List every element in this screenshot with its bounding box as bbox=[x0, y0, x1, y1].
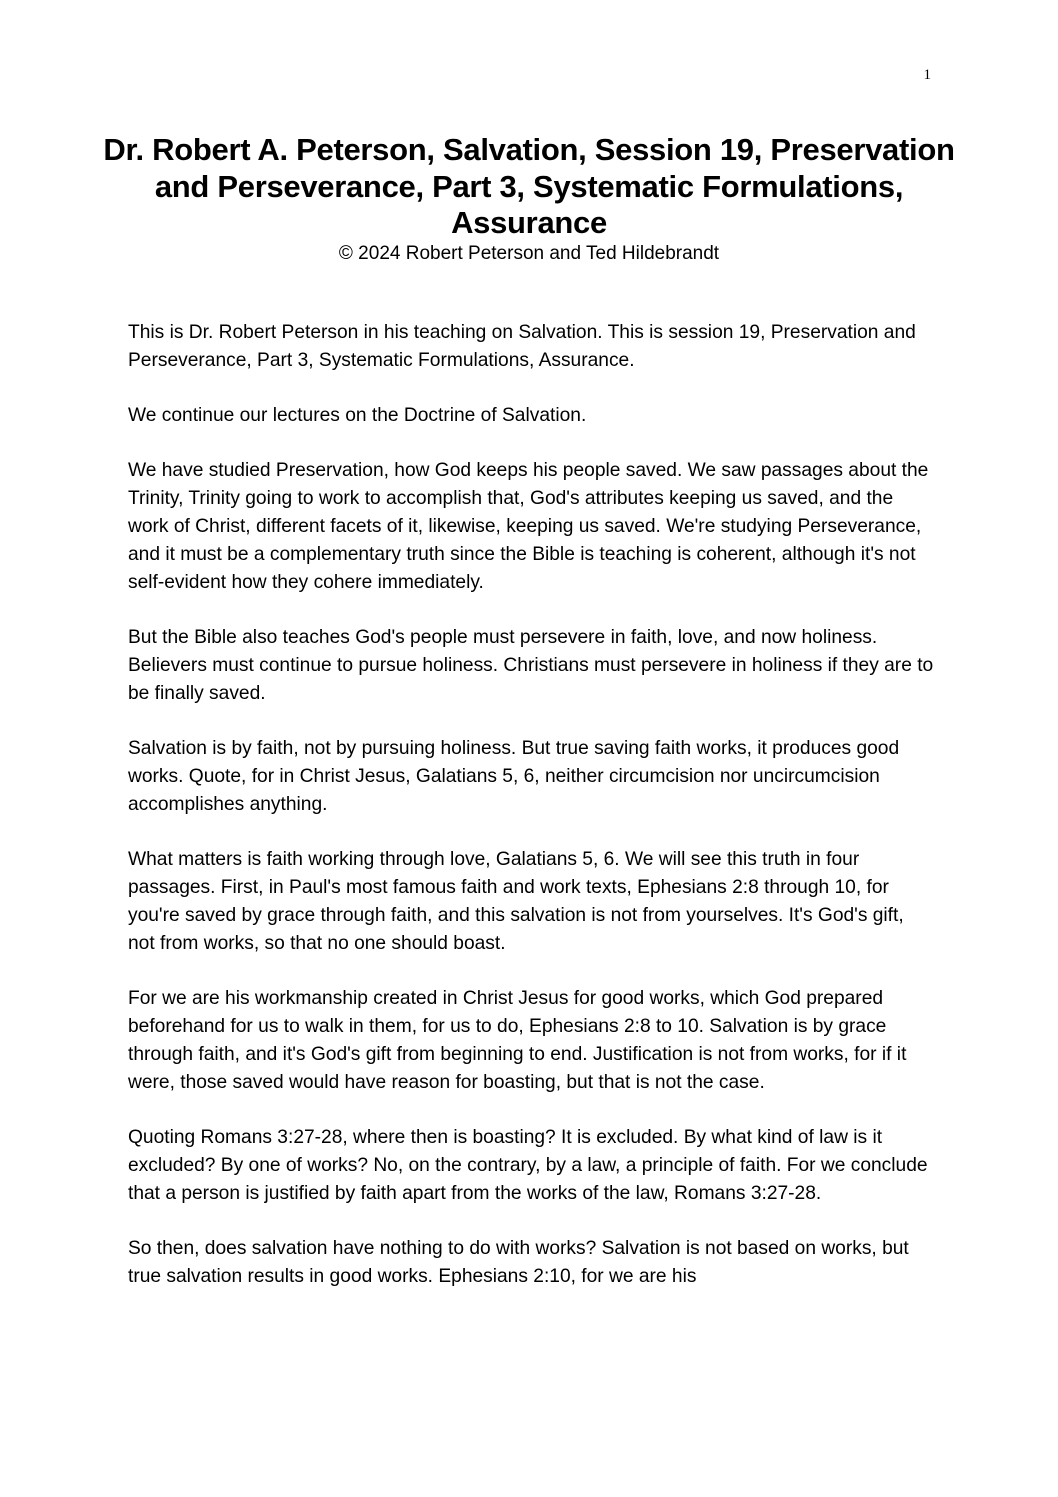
copyright-line: © 2024 Robert Peterson and Ted Hildebrandt bbox=[338, 242, 720, 264]
document-title: Dr. Robert A. Peterson, Salvation, Session 19, Preservation and Perseverance, Part 3, Systematic Formulations, Assurance bbox=[103, 132, 955, 240]
paragraph: This is Dr. Robert Peterson in his teaching on Salvation. This is session 19, Preservation and Perseverance, Part 3, Systematic Formulations, Assurance. bbox=[128, 322, 916, 371]
paragraph: For we are his workmanship created in Christ Jesus for good works, which God prepared beforehand for us to walk in them, for us to do, Ephesians 2:8 to 10. Salvation is by grace through faith, and it's God's gift from beginning to end. Justification is not from works, for if it were, those saved would have reason for boasting, but that is not the case. bbox=[128, 988, 907, 1093]
paragraph: We have studied Preservation, how God keeps his people saved. We saw passages about the Trinity, Trinity going to work to accomplish that, God's attributes keeping us saved, and the work of Christ, different facets of it, likewise, keeping us saved. We're studying Perseverance, and it must be a complementary truth since the Bible is teaching is coherent, although it's not self-evident how they cohere immediately. bbox=[128, 460, 929, 593]
paragraph: What matters is faith working through love, Galatians 5, 6. We will see this truth in four passages. First, in Paul's most famous faith and work texts, Ephesians 2:8 through 10, for you're saved by grace through faith, and this salvation is not from yourselves. It's God's gift, not from works, so that no one should boast. bbox=[128, 849, 904, 954]
paragraph: Quoting Romans 3:27-28, where then is boasting? It is excluded. By what kind of law is it excluded? By one of works? No, on the contrary, by a law, a principle of faith. For we conclude that a person is justified by faith apart from the works of the law, Romans 3:27-28. bbox=[128, 1127, 928, 1204]
paragraph: Salvation is by faith, not by pursuing holiness. But true saving faith works, it produces good works. Quote, for in Christ Jesus, Galatians 5, 6, neither circumcision nor uncircumcision accomplishes anything. bbox=[128, 738, 900, 815]
title-block bbox=[100, 132, 958, 266]
paragraph: So then, does salvation have nothing to do with works? Salvation is not based on works, but true salvation results in good works. Ephesians 2:10, for we are his bbox=[128, 1238, 909, 1287]
body-text bbox=[128, 319, 934, 1318]
page-number: 1 bbox=[923, 67, 931, 83]
paragraph: But the Bible also teaches God's people must persevere in faith, love, and now holiness. Believers must continue to pursue holiness. Christians must persevere in holiness if they are to be finally saved. bbox=[128, 627, 934, 704]
paragraph: We continue our lectures on the Doctrine of Salvation. bbox=[128, 405, 587, 426]
